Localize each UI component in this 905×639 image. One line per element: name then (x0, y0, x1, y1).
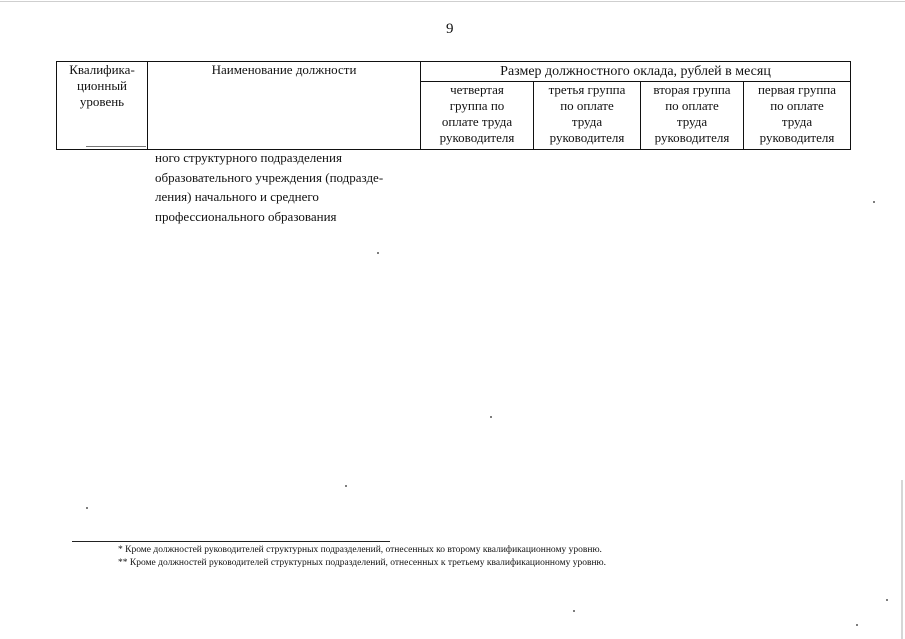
scan-speck (345, 485, 347, 487)
footnote-1: * Кроме должностей руководителей структурных подразделений, отнесенных ко второму квалификационному уровню. (118, 545, 602, 555)
scan-speck (873, 201, 875, 203)
footnote-2: ** Кроме должностей руководителей структурных подразделений, отнесенных к третьему квалификационному уровню. (118, 558, 606, 568)
header-group-first: первая группа по оплате труда руководителя (744, 82, 851, 150)
scan-speck (573, 610, 575, 612)
scan-right-edge (901, 480, 903, 639)
footnotes (118, 544, 606, 570)
header-qualification-level: Квалифика- ционный уровень (57, 62, 148, 150)
header-salary-size: Размер должностного оклада, рублей в месяц (421, 62, 851, 82)
scan-speck (490, 416, 492, 418)
header-group-fourth: четвертая группа по оплате труда руководителя (421, 82, 534, 150)
scan-speck (86, 507, 88, 509)
header-group-second: вторая группа по оплате труда руководителя (641, 82, 744, 150)
scan-speck (886, 599, 888, 601)
header-group-third: третья группа по оплате труда руководителя (534, 82, 641, 150)
salary-table (56, 61, 851, 150)
scan-speck (377, 252, 379, 254)
position-name-continuation: ного структурного подразделения образовательного учреждения (подразде- ления) начального и среднего профессионального образования (155, 150, 384, 224)
cut-row-line (86, 146, 146, 147)
header-position-name: Наименование должности (148, 62, 421, 150)
footnote-separator (72, 541, 390, 542)
scan-top-edge (0, 1, 905, 2)
scan-speck (856, 624, 858, 626)
page-number: 9 (446, 21, 454, 37)
